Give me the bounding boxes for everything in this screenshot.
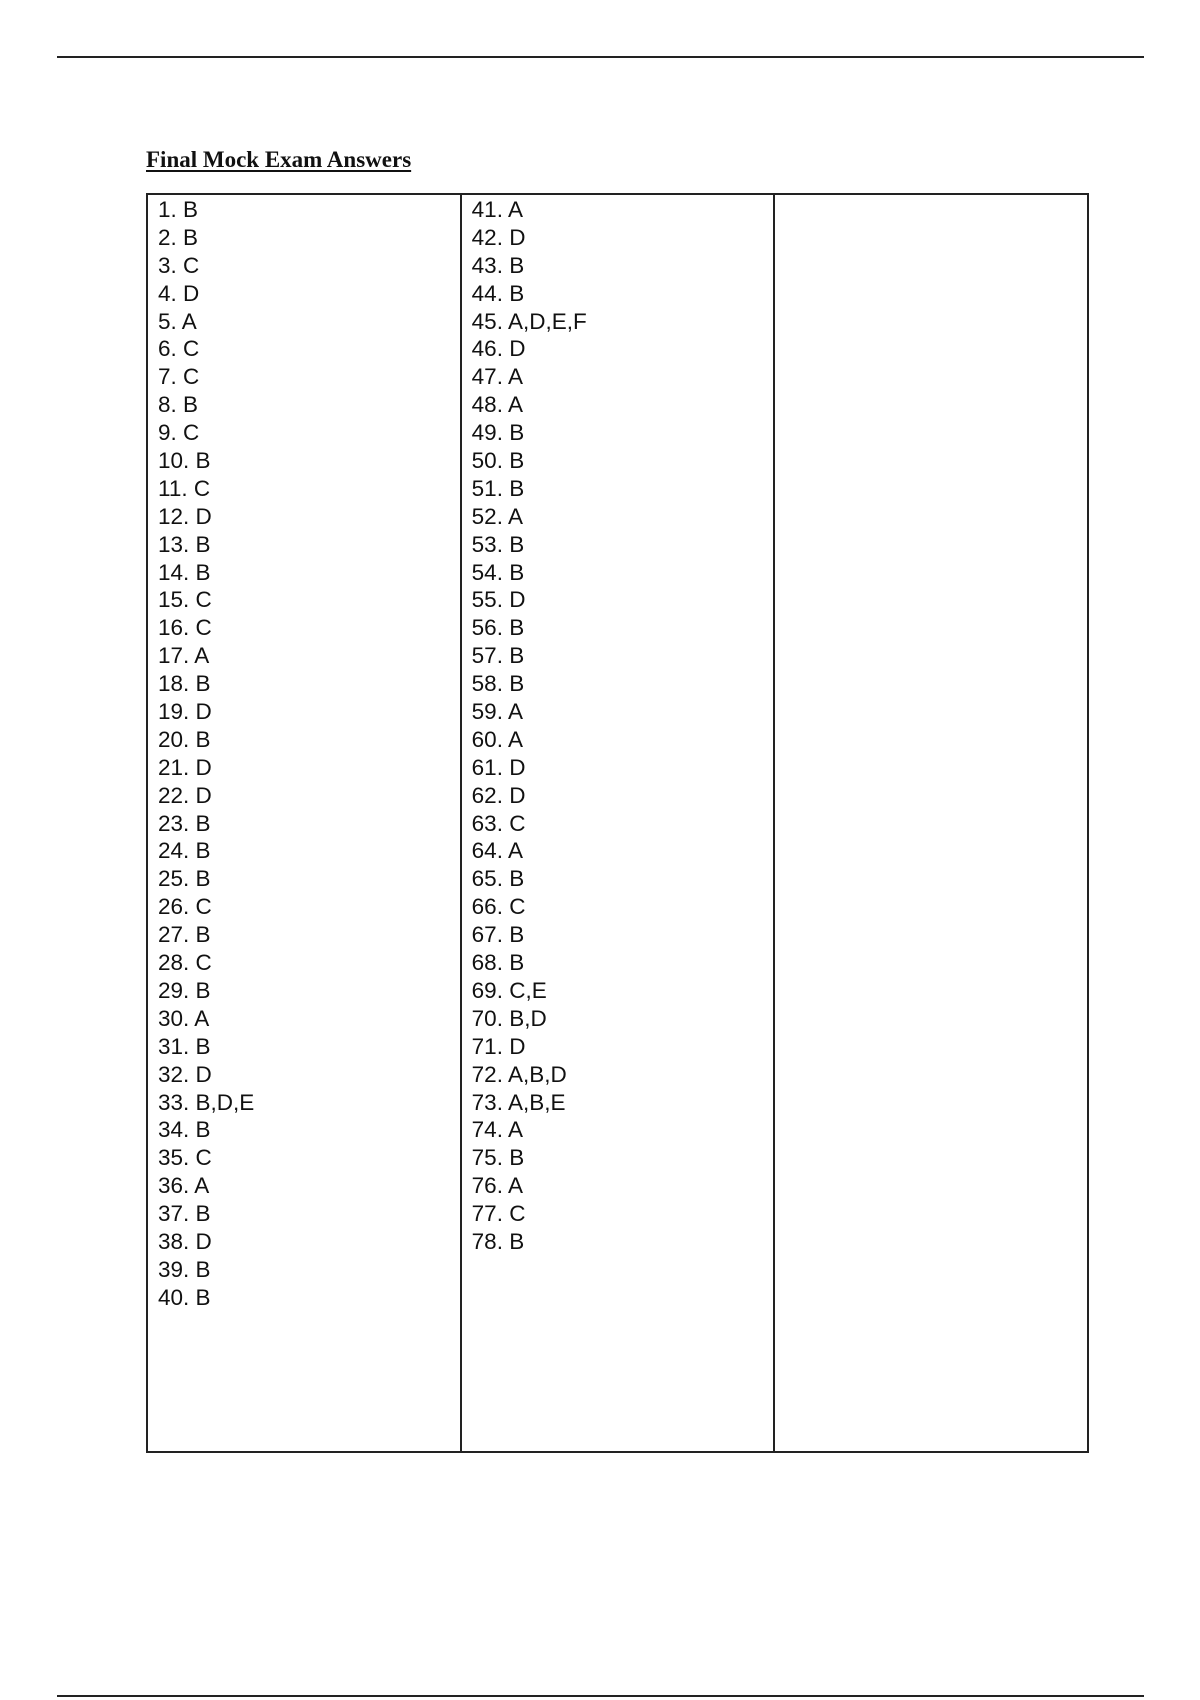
answer-item: 66. C	[471, 894, 526, 920]
answer-item: 7. C	[158, 364, 200, 390]
answer-item: 16. C	[158, 615, 212, 641]
answer-item: 18. B	[158, 671, 211, 697]
answer-item: 43. B	[471, 252, 525, 278]
answer-column-3	[773, 195, 1087, 1451]
answer-table	[146, 193, 1089, 1453]
answer-item: 42. D	[471, 224, 526, 250]
answer-item: 25. B	[158, 866, 211, 892]
answer-item: 40. B	[158, 1284, 211, 1310]
answer-item: 49. B	[471, 420, 525, 446]
answer-item: 13. B	[158, 531, 211, 557]
answer-item: 52. A	[471, 503, 523, 529]
answer-item: 12. D	[158, 503, 212, 529]
answer-item: 26. C	[158, 894, 212, 920]
answer-item: 33. B,D,E	[158, 1089, 255, 1115]
answer-item: 39. B	[158, 1256, 211, 1282]
answer-item: 8. B	[158, 392, 199, 418]
answer-item: 6. C	[158, 336, 200, 362]
answer-item: 50. B	[471, 448, 525, 474]
answer-item: 70. B,D	[471, 1005, 547, 1031]
answer-item: 62. D	[471, 782, 526, 808]
answer-item: 51. B	[471, 475, 525, 501]
footer-rule	[57, 1695, 1144, 1697]
answer-item: 15. C	[158, 587, 212, 613]
answer-item: 29. B	[158, 977, 211, 1003]
answer-item: 67. B	[471, 922, 525, 948]
answer-item: 11. C	[158, 475, 211, 501]
answer-item: 37. B	[158, 1201, 211, 1227]
answer-item: 9. C	[158, 420, 200, 446]
answer-item: 35. C	[158, 1145, 212, 1171]
answer-item: 76. A	[471, 1173, 523, 1199]
answer-item: 10. B	[158, 448, 211, 474]
answer-item: 14. B	[158, 559, 211, 585]
answer-item: 69. C,E	[471, 977, 547, 1003]
answer-item: 38. D	[158, 1228, 212, 1254]
answer-item: 65. B	[471, 866, 525, 892]
answer-item: 34. B	[158, 1117, 211, 1143]
answer-column-1	[148, 195, 460, 1451]
answer-item: 58. B	[471, 671, 525, 697]
answer-item: 17. A	[158, 643, 210, 669]
answer-item: 72. A,B,D	[471, 1061, 567, 1087]
answer-item: 21. D	[158, 754, 212, 780]
answer-item: 47. A	[471, 364, 523, 390]
answer-item: 75. B	[471, 1145, 525, 1171]
answer-item: 71. D	[471, 1033, 526, 1059]
answer-item: 19. D	[158, 699, 212, 725]
answer-item: 78. B	[471, 1228, 525, 1254]
answer-item: 61. D	[471, 754, 526, 780]
answer-item: 45. A,D,E,F	[471, 308, 587, 334]
answer-item: 3. C	[158, 252, 200, 278]
answer-item: 32. D	[158, 1061, 212, 1087]
answer-item: 48. A	[471, 392, 523, 418]
header-rule	[57, 56, 1144, 58]
answer-item: 56. B	[471, 615, 525, 641]
page-title: Final Mock Exam Answers	[146, 147, 412, 172]
answer-item: 23. B	[158, 810, 211, 836]
answer-item: 68. B	[471, 950, 525, 976]
answer-item: 27. B	[158, 922, 211, 948]
answer-item: 41. A	[471, 197, 523, 222]
answer-column-2	[460, 195, 774, 1451]
answer-item: 31. B	[158, 1033, 211, 1059]
answer-item: 5. A	[158, 308, 197, 334]
answer-item: 4. D	[158, 280, 200, 306]
answer-item: 59. A	[471, 699, 523, 725]
answer-item: 24. B	[158, 838, 211, 864]
answer-item: 74. A	[471, 1117, 523, 1143]
answer-item: 60. A	[471, 726, 523, 752]
answer-item: 54. B	[471, 559, 525, 585]
answer-item: 55. D	[471, 587, 526, 613]
answer-item: 1. B	[158, 197, 199, 222]
answer-item: 20. B	[158, 726, 211, 752]
answer-item: 53. B	[471, 531, 525, 557]
answer-item: 30. A	[158, 1005, 210, 1031]
answer-item: 44. B	[471, 280, 525, 306]
answer-item: 63. C	[471, 810, 526, 836]
answer-item: 73. A,B,E	[471, 1089, 566, 1115]
answer-item: 2. B	[158, 224, 199, 250]
answer-item: 57. B	[471, 643, 525, 669]
answer-item: 36. A	[158, 1173, 210, 1199]
answer-item: 28. C	[158, 950, 212, 976]
answer-item: 64. A	[471, 838, 523, 864]
answer-item: 77. C	[471, 1201, 526, 1227]
answer-item: 46. D	[471, 336, 526, 362]
answer-item: 22. D	[158, 782, 212, 808]
